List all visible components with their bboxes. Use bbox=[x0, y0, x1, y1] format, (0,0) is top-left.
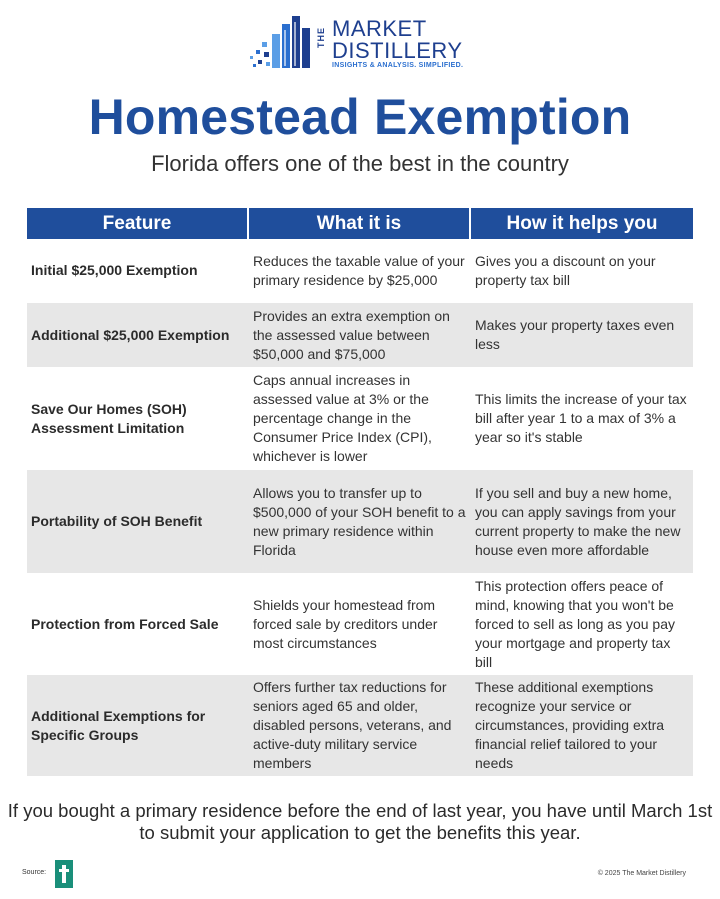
header-what-it-is: What it is bbox=[249, 208, 471, 239]
row-what: Caps annual increases in assessed value at 3% or the percentage change in the Consumer Price Index (CPI), whichever is lower bbox=[253, 372, 432, 464]
brand-logo bbox=[246, 12, 486, 74]
page-title: Homestead Exemption bbox=[88, 89, 632, 145]
row-what: Shields your homestead from forced sale by creditors under most circumstances bbox=[253, 596, 438, 651]
row-how: This limits the increase of your tax bill after year 1 to a max of 3% a year so it's stable bbox=[475, 391, 687, 445]
row-feature: Initial $25,000 Exemption bbox=[31, 262, 198, 278]
exemption-table bbox=[27, 208, 693, 777]
source-logo-icon bbox=[54, 859, 74, 889]
table-row bbox=[27, 303, 693, 368]
header-feature: Feature bbox=[27, 208, 249, 239]
row-how: These additional exemptions recognize your service or circumstances, providing extra financial relief tailored to your needs bbox=[475, 679, 665, 771]
row-how: If you sell and buy a new home, you can apply savings from your current property to make the new house even more affordable bbox=[475, 484, 681, 558]
row-how: Makes your property taxes even less bbox=[475, 317, 675, 352]
row-what: Provides an extra exemption on the assessed value between $50,000 and $75,000 bbox=[253, 307, 450, 362]
deadline-note: If you bought a primary residence before the end of last year, you have until March 1st to submit your application to get the benefits this year. bbox=[7, 800, 713, 843]
source-label: Source: bbox=[22, 869, 47, 876]
row-how: Gives you a discount on your property tax bill bbox=[475, 252, 656, 288]
header-how-it-helps: How it helps you bbox=[506, 212, 658, 234]
city-skyline-icon bbox=[246, 12, 314, 72]
row-feature: Save Our Homes (SOH) Assessment Limitation bbox=[31, 400, 187, 436]
logo-tagline: INSIGHTS & ANALYSIS. SIMPLIFIED. bbox=[332, 62, 464, 69]
logo-market: MARKET bbox=[332, 16, 427, 41]
logo-distillery: DISTILLERY bbox=[332, 38, 463, 63]
table-header bbox=[27, 208, 693, 239]
row-what: Allows you to transfer up to $500,000 of your SOH benefit to a new primary residence within Florida bbox=[253, 484, 466, 558]
page-subtitle: Florida offers one of the best in the country bbox=[151, 151, 569, 176]
table-row bbox=[27, 368, 693, 470]
row-feature: Additional $25,000 Exemption bbox=[31, 326, 230, 343]
table-row bbox=[27, 675, 693, 777]
row-feature: Additional Exemptions for Specific Groups bbox=[31, 707, 206, 743]
copyright-text: © 2025 The Market Distillery bbox=[597, 870, 686, 877]
table-row bbox=[27, 470, 693, 574]
row-feature: Protection from Forced Sale bbox=[31, 615, 219, 632]
logo-the: THE bbox=[316, 27, 326, 49]
table-row bbox=[27, 239, 693, 303]
row-what: Offers further tax reductions for seniors aged 65 and older, disabled persons, veterans, and active-duty military service members bbox=[253, 679, 452, 771]
row-feature: Portability of SOH Benefit bbox=[31, 513, 203, 529]
row-how: This protection offers peace of mind, knowing that you won't be forced to sell as long as you pay your mortgage and property tax bill bbox=[475, 577, 676, 670]
table-row bbox=[27, 574, 693, 675]
row-what: Reduces the taxable value of your primary residence by $25,000 bbox=[253, 252, 465, 288]
